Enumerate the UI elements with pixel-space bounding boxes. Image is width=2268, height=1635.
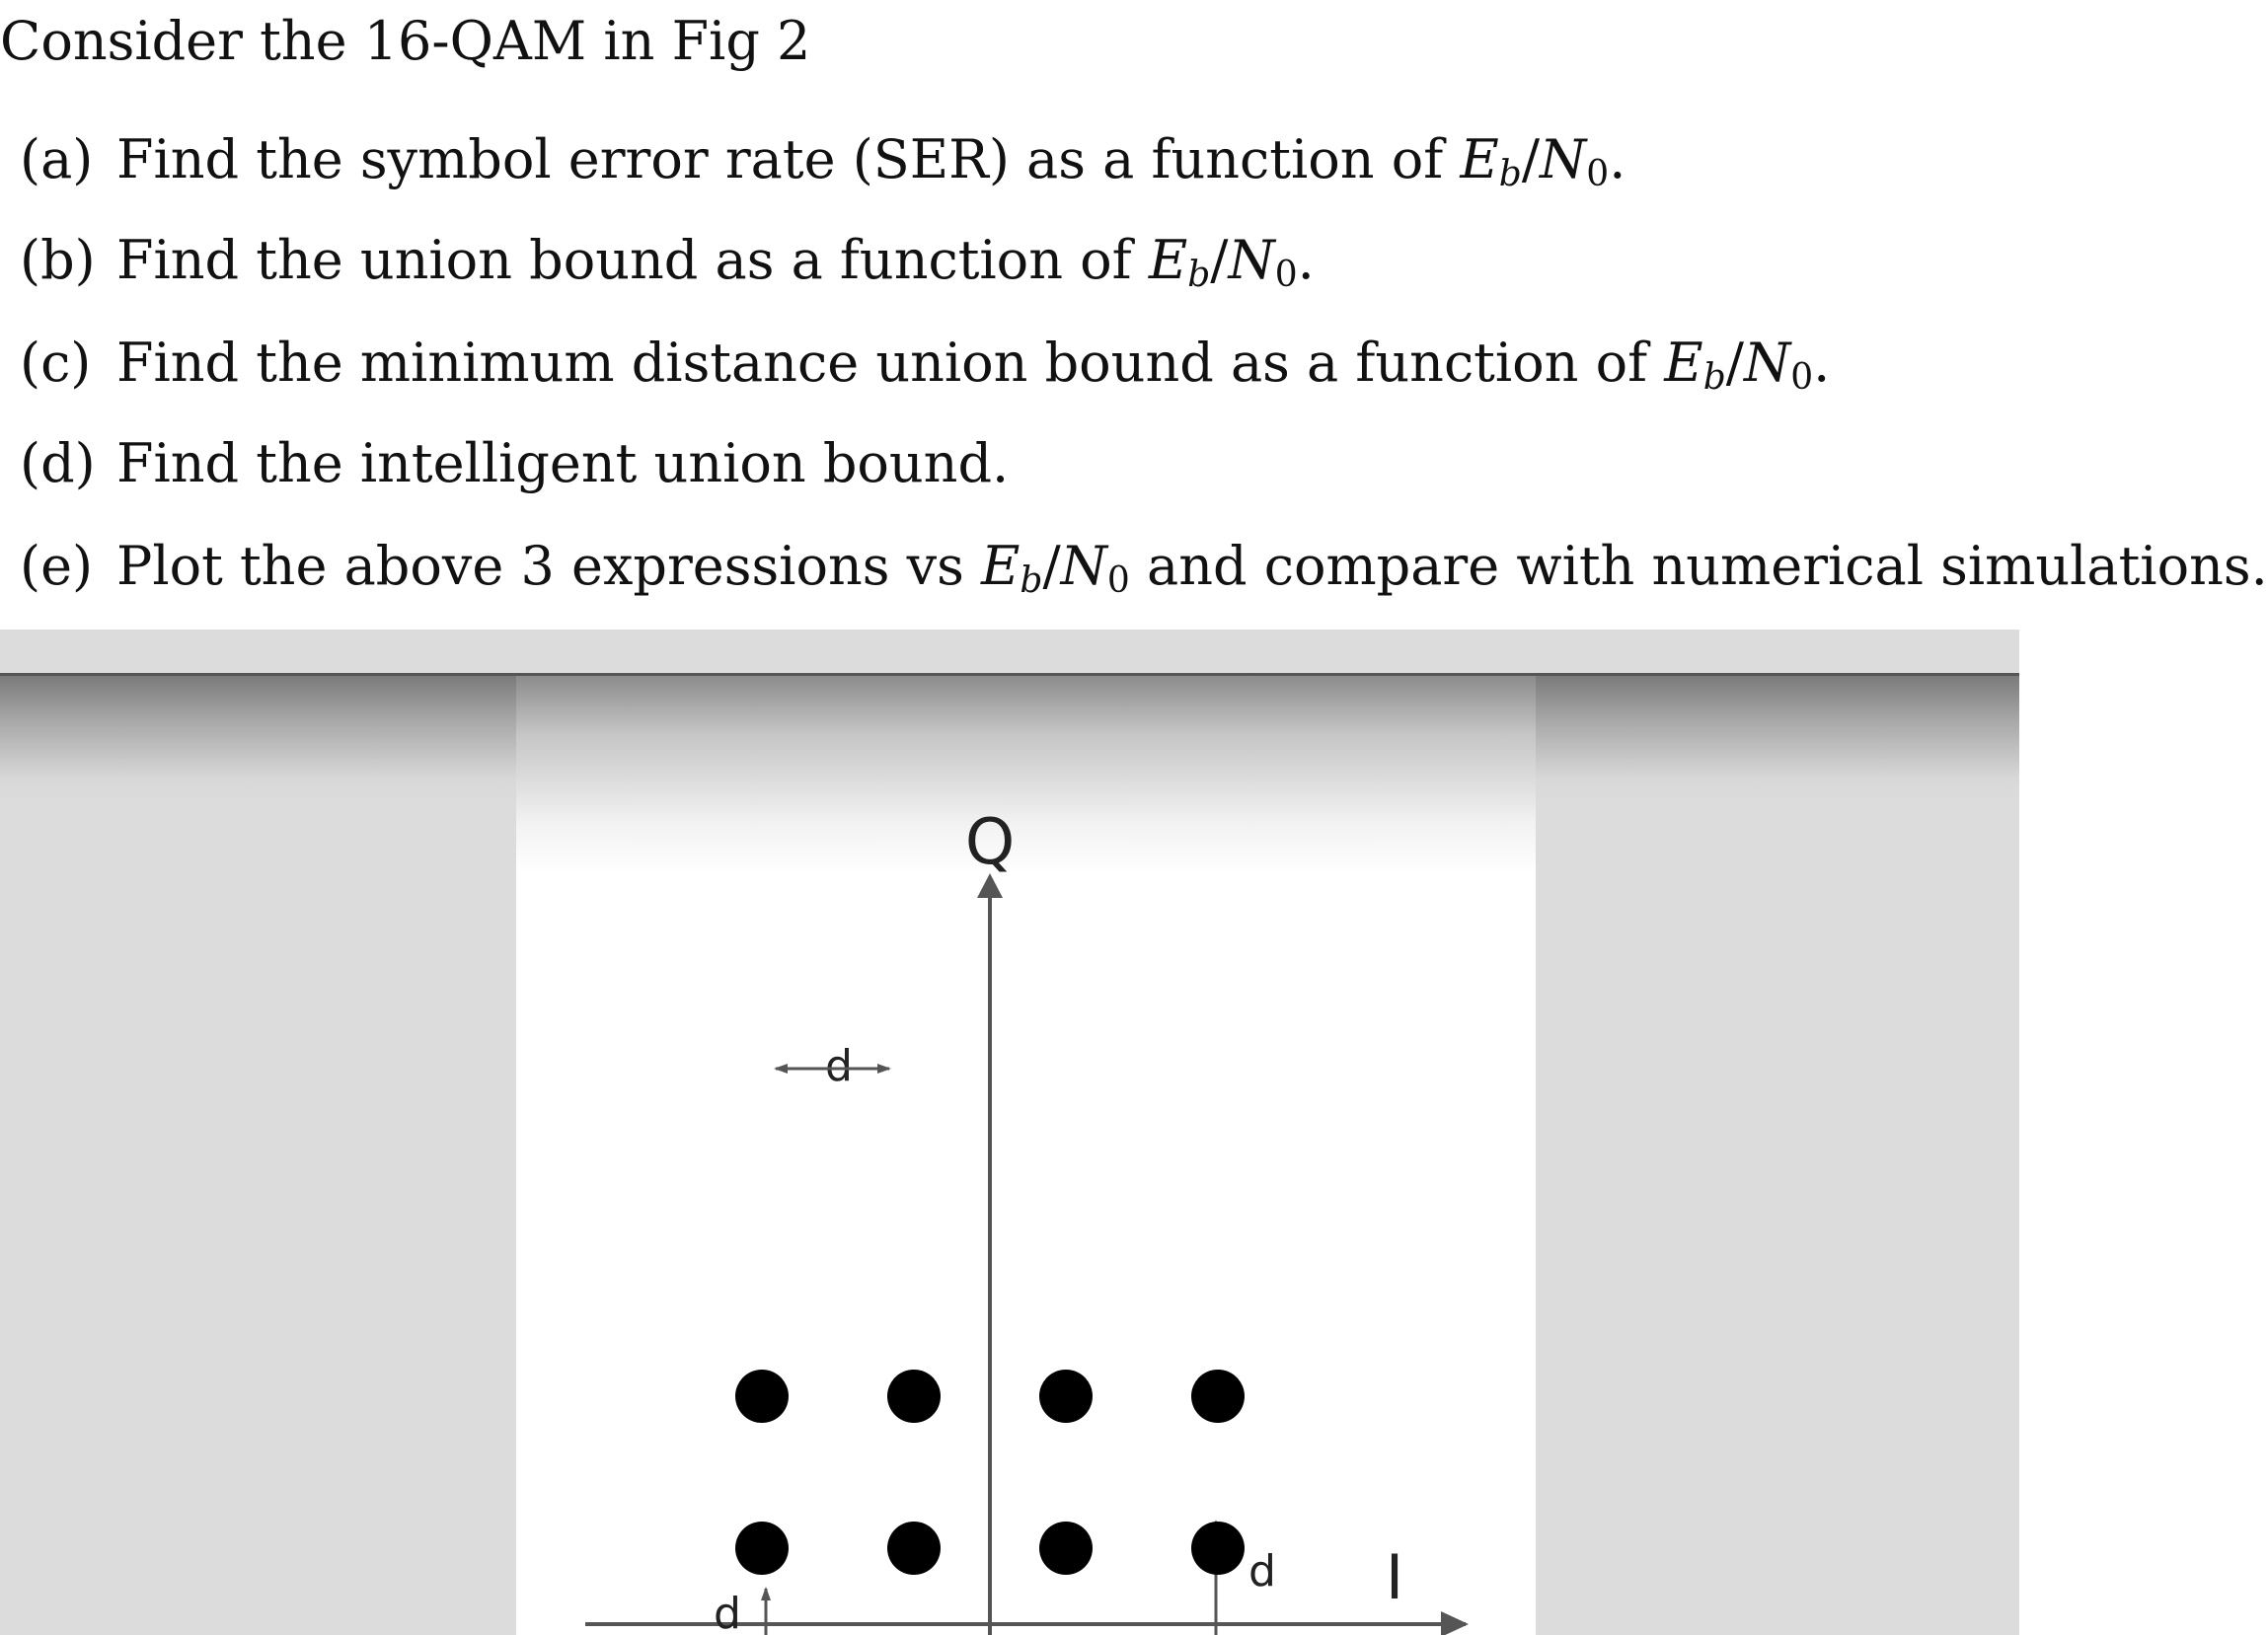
- math-n: N: [1743, 332, 1791, 394]
- q-axis-label: Q: [964, 806, 1016, 879]
- math-b: b: [1020, 560, 1043, 601]
- item-suffix: .: [1609, 128, 1626, 190]
- constellation-point: [1039, 1370, 1093, 1423]
- math-b: b: [1702, 357, 1726, 398]
- math-zero: 0: [1790, 357, 1814, 398]
- constellation-diagram: [516, 676, 1536, 1635]
- math-n: N: [1060, 535, 1107, 597]
- item-e: [20, 535, 2268, 601]
- constellation-point: [1191, 1522, 1245, 1575]
- item-a: [20, 128, 1625, 194]
- math-n: N: [1540, 128, 1587, 190]
- item-label: (a): [20, 128, 94, 190]
- right-shadow: [1536, 676, 2019, 804]
- distance-label-bottom: d: [714, 1589, 741, 1635]
- math-slash: /: [1042, 535, 1061, 597]
- distance-label-top: d: [825, 1041, 853, 1091]
- item-text: Find the union bound as a function of: [116, 229, 1149, 291]
- item-label: (d): [20, 432, 96, 494]
- math-slash: /: [1725, 332, 1744, 394]
- i-axis-arrowhead: [1441, 1611, 1469, 1635]
- item-text: Find the minimum distance union bound as a function of: [116, 332, 1665, 394]
- problem-statement: [0, 0, 2268, 632]
- constellation-point: [1191, 1370, 1245, 1423]
- item-d: [20, 432, 1009, 494]
- item-label: (e): [20, 535, 94, 597]
- item-suffix: .: [1297, 229, 1315, 291]
- item-suffix: .: [1813, 332, 1831, 394]
- distance-label-right: d: [1248, 1546, 1276, 1597]
- item-text: Find the intelligent union bound.: [116, 432, 1010, 494]
- math-e: E: [1148, 229, 1188, 291]
- constellation-point: [735, 1370, 789, 1423]
- constellation-panel: [516, 676, 1536, 1635]
- math-zero: 0: [1586, 154, 1610, 194]
- constellation-point: [887, 1522, 941, 1575]
- math-n: N: [1228, 229, 1275, 291]
- math-e: E: [1664, 332, 1703, 394]
- item-b: [20, 229, 1315, 295]
- item-suffix: and compare with numerical simulations.: [1129, 535, 2268, 597]
- item-text: Find the symbol error rate (SER) as a function of: [116, 128, 1461, 190]
- item-label: (c): [20, 332, 92, 394]
- math-zero: 0: [1106, 560, 1130, 601]
- math-e: E: [981, 535, 1021, 597]
- item-text: Plot the above 3 expressions vs: [116, 535, 981, 597]
- left-shadow: [0, 676, 516, 804]
- math-e: E: [1460, 128, 1499, 190]
- intro-text: Consider the 16-QAM in Fig 2: [0, 10, 811, 72]
- math-b: b: [1187, 255, 1211, 295]
- math-b: b: [1498, 154, 1522, 194]
- constellation-point: [735, 1522, 789, 1575]
- constellation-point: [1039, 1522, 1093, 1575]
- constellation-point: [887, 1370, 941, 1423]
- math-slash: /: [1521, 128, 1541, 190]
- item-c: [20, 332, 1830, 398]
- i-axis-label: I: [1385, 1541, 1404, 1613]
- math-slash: /: [1210, 229, 1229, 291]
- item-label: (b): [20, 229, 96, 291]
- figure-area: [0, 630, 2019, 1635]
- math-zero: 0: [1274, 255, 1298, 295]
